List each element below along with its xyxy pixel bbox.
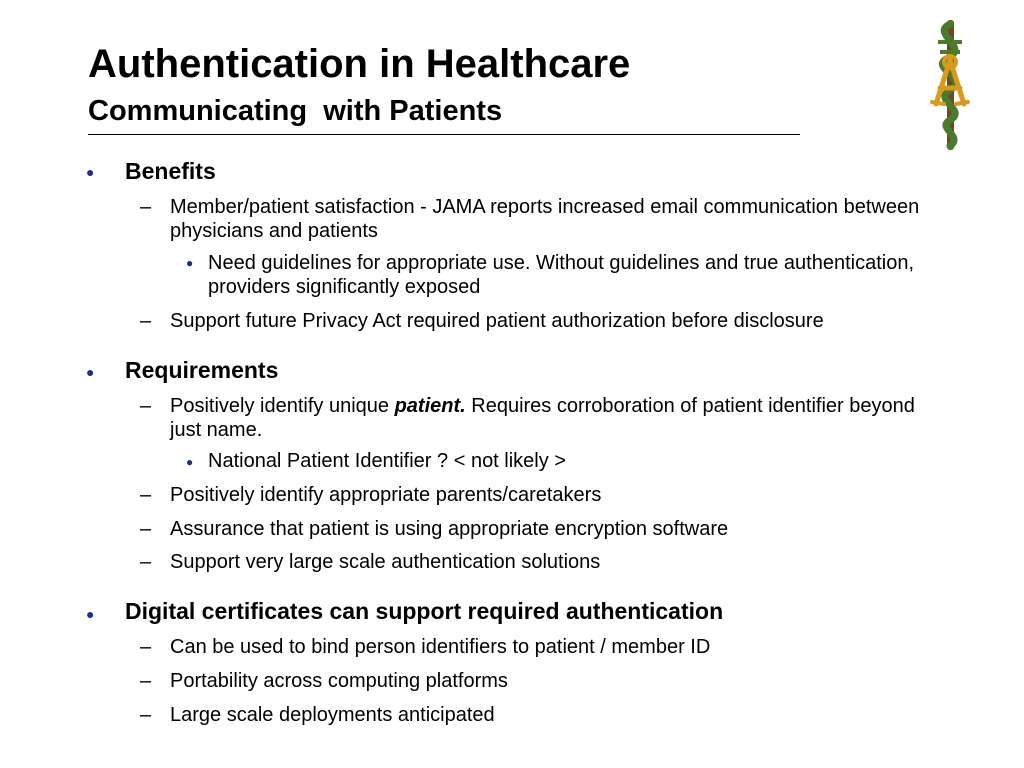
requirements-item-1-line-1 bbox=[170, 394, 915, 418]
bullet-dot: ● bbox=[186, 256, 194, 270]
dash-marker: – bbox=[140, 310, 152, 332]
bullet-dot: ● bbox=[186, 455, 194, 469]
dash-marker: – bbox=[140, 551, 152, 573]
bullet-dot: ● bbox=[86, 606, 95, 622]
requirements-item-1-text-b: Requires corroboration of patient identifier beyond bbox=[465, 395, 915, 417]
benefits-item-1-line-1: Member/patient satisfaction - JAMA reports increased email communication between bbox=[170, 196, 920, 218]
bullet-requirements: Requirements bbox=[125, 357, 279, 383]
dash-marker: – bbox=[140, 484, 152, 506]
bullet-dot: ● bbox=[86, 164, 95, 180]
slide-title: Authentication in Healthcare bbox=[88, 42, 631, 86]
certificates-item-1: Can be used to bind person identifiers to patient / member ID bbox=[170, 636, 711, 658]
requirements-item-4: Support very large scale authentication solutions bbox=[170, 551, 601, 573]
requirements-subitem: National Patient Identifier ? < not likely > bbox=[208, 450, 566, 472]
dash-marker: – bbox=[140, 704, 152, 726]
dash-marker: – bbox=[140, 670, 152, 692]
emphasized-patient: patient. bbox=[394, 395, 466, 417]
requirements-item-2: Positively identify appropriate parents/caretakers bbox=[170, 484, 602, 506]
slide-subtitle: Communicating with Patients bbox=[88, 95, 503, 127]
bullet-certificates: Digital certificates can support required authentication bbox=[125, 598, 724, 624]
benefits-subitem-line-1: Need guidelines for appropriate use. Without guidelines and true authentication, bbox=[208, 252, 915, 274]
dash-marker: – bbox=[140, 636, 152, 658]
certificates-item-3: Large scale deployments anticipated bbox=[170, 704, 495, 726]
requirements-item-1-text-a: Positively identify unique bbox=[170, 395, 395, 417]
bullet-dot: ● bbox=[86, 364, 95, 380]
requirements-item-3: Assurance that patient is using appropriate encryption software bbox=[170, 518, 729, 540]
dash-marker: – bbox=[140, 395, 152, 417]
dash-marker: – bbox=[140, 518, 152, 540]
benefits-item-2: Support future Privacy Act required patient authorization before disclosure bbox=[170, 310, 824, 332]
requirements-item-1-line-2: just name. bbox=[170, 419, 263, 441]
benefits-subitem-line-2: providers significantly exposed bbox=[208, 276, 481, 298]
certificates-item-2: Portability across computing platforms bbox=[170, 670, 508, 692]
dash-marker: – bbox=[140, 196, 152, 218]
benefits-item-1-line-2: physicians and patients bbox=[170, 220, 378, 242]
bullet-benefits: Benefits bbox=[125, 158, 216, 184]
